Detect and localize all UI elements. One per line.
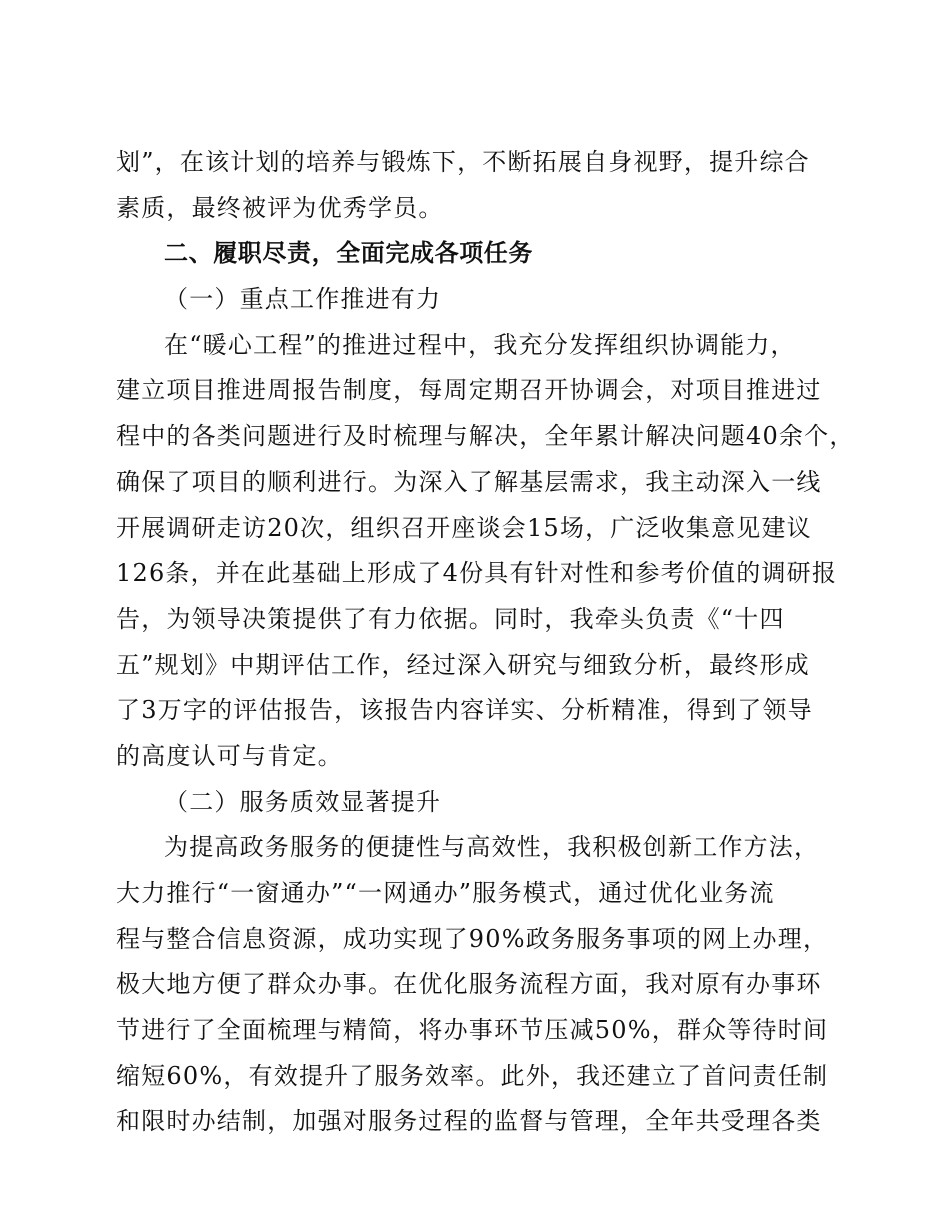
paragraph-line: 极大地方便了群众办事。在优化服务流程方面，我对原有办事环 [116, 970, 822, 999]
paragraph-line: 划”，在该计划的培养与锻炼下，不断拓展自身视野，提升综合 [116, 148, 810, 176]
section-heading: 二、履职尽责，全面完成各项任务 [164, 239, 533, 268]
paragraph-line: 126条，并在此基础上形成了4份具有针对性和参考价值的调研报 [116, 559, 838, 588]
paragraph-line: 程中的各类问题进行及时梳理与解决，全年累计解决问题40余个， [116, 422, 855, 451]
subsection-heading: （一）重点工作推进有力 [164, 285, 442, 314]
paragraph-line: 建立项目推进周报告制度，每周定期召开协调会，对项目推进过 [116, 376, 822, 405]
paragraph-line: 缩短60%，有效提升了服务效率。此外，我还建立了首问责任制 [116, 1061, 829, 1090]
paragraph-line: 大力推行“一窗通办”“一网通办”服务模式，通过优化业务流 [116, 879, 775, 907]
paragraph-line: 为提高政务服务的便捷性与高效性，我积极创新工作方法， [164, 833, 820, 862]
paragraph-line: 开展调研走访20次，组织召开座谈会15场，广泛收集意见建议 [116, 513, 812, 542]
paragraph-line: 程与整合信息资源，成功实现了90%政务服务事项的网上办理， [116, 924, 829, 953]
paragraph-line: 素质，最终被评为优秀学员。 [116, 193, 444, 222]
paragraph-line: 的高度认可与肯定。 [116, 741, 343, 770]
paragraph-line: 节进行了全面梳理与精简，将办事环节压减50%，群众等待时间 [116, 1016, 829, 1045]
paragraph-line: 在“暖心工程”的推进过程中，我充分发挥组织协调能力， [164, 330, 796, 359]
paragraph-line: 和限时办结制，加强对服务过程的监督与管理，全年共受理各类 [116, 1107, 822, 1136]
paragraph-line: 告，为领导决策提供了有力依据。同时，我牵头负责《“十四 [116, 604, 785, 633]
document-page [116, 140, 855, 1145]
paragraph-line: 了3万字的评估报告，该报告内容详实、分析精准，得到了领导 [116, 696, 813, 725]
subsection-heading: （二）服务质效显著提升 [164, 787, 442, 816]
paragraph-line: 确保了项目的顺利进行。为深入了解基层需求，我主动深入一线 [116, 467, 822, 496]
paragraph-line: 五”规划》中期评估工作，经过深入研究与细致分析，最终形成 [116, 650, 810, 679]
